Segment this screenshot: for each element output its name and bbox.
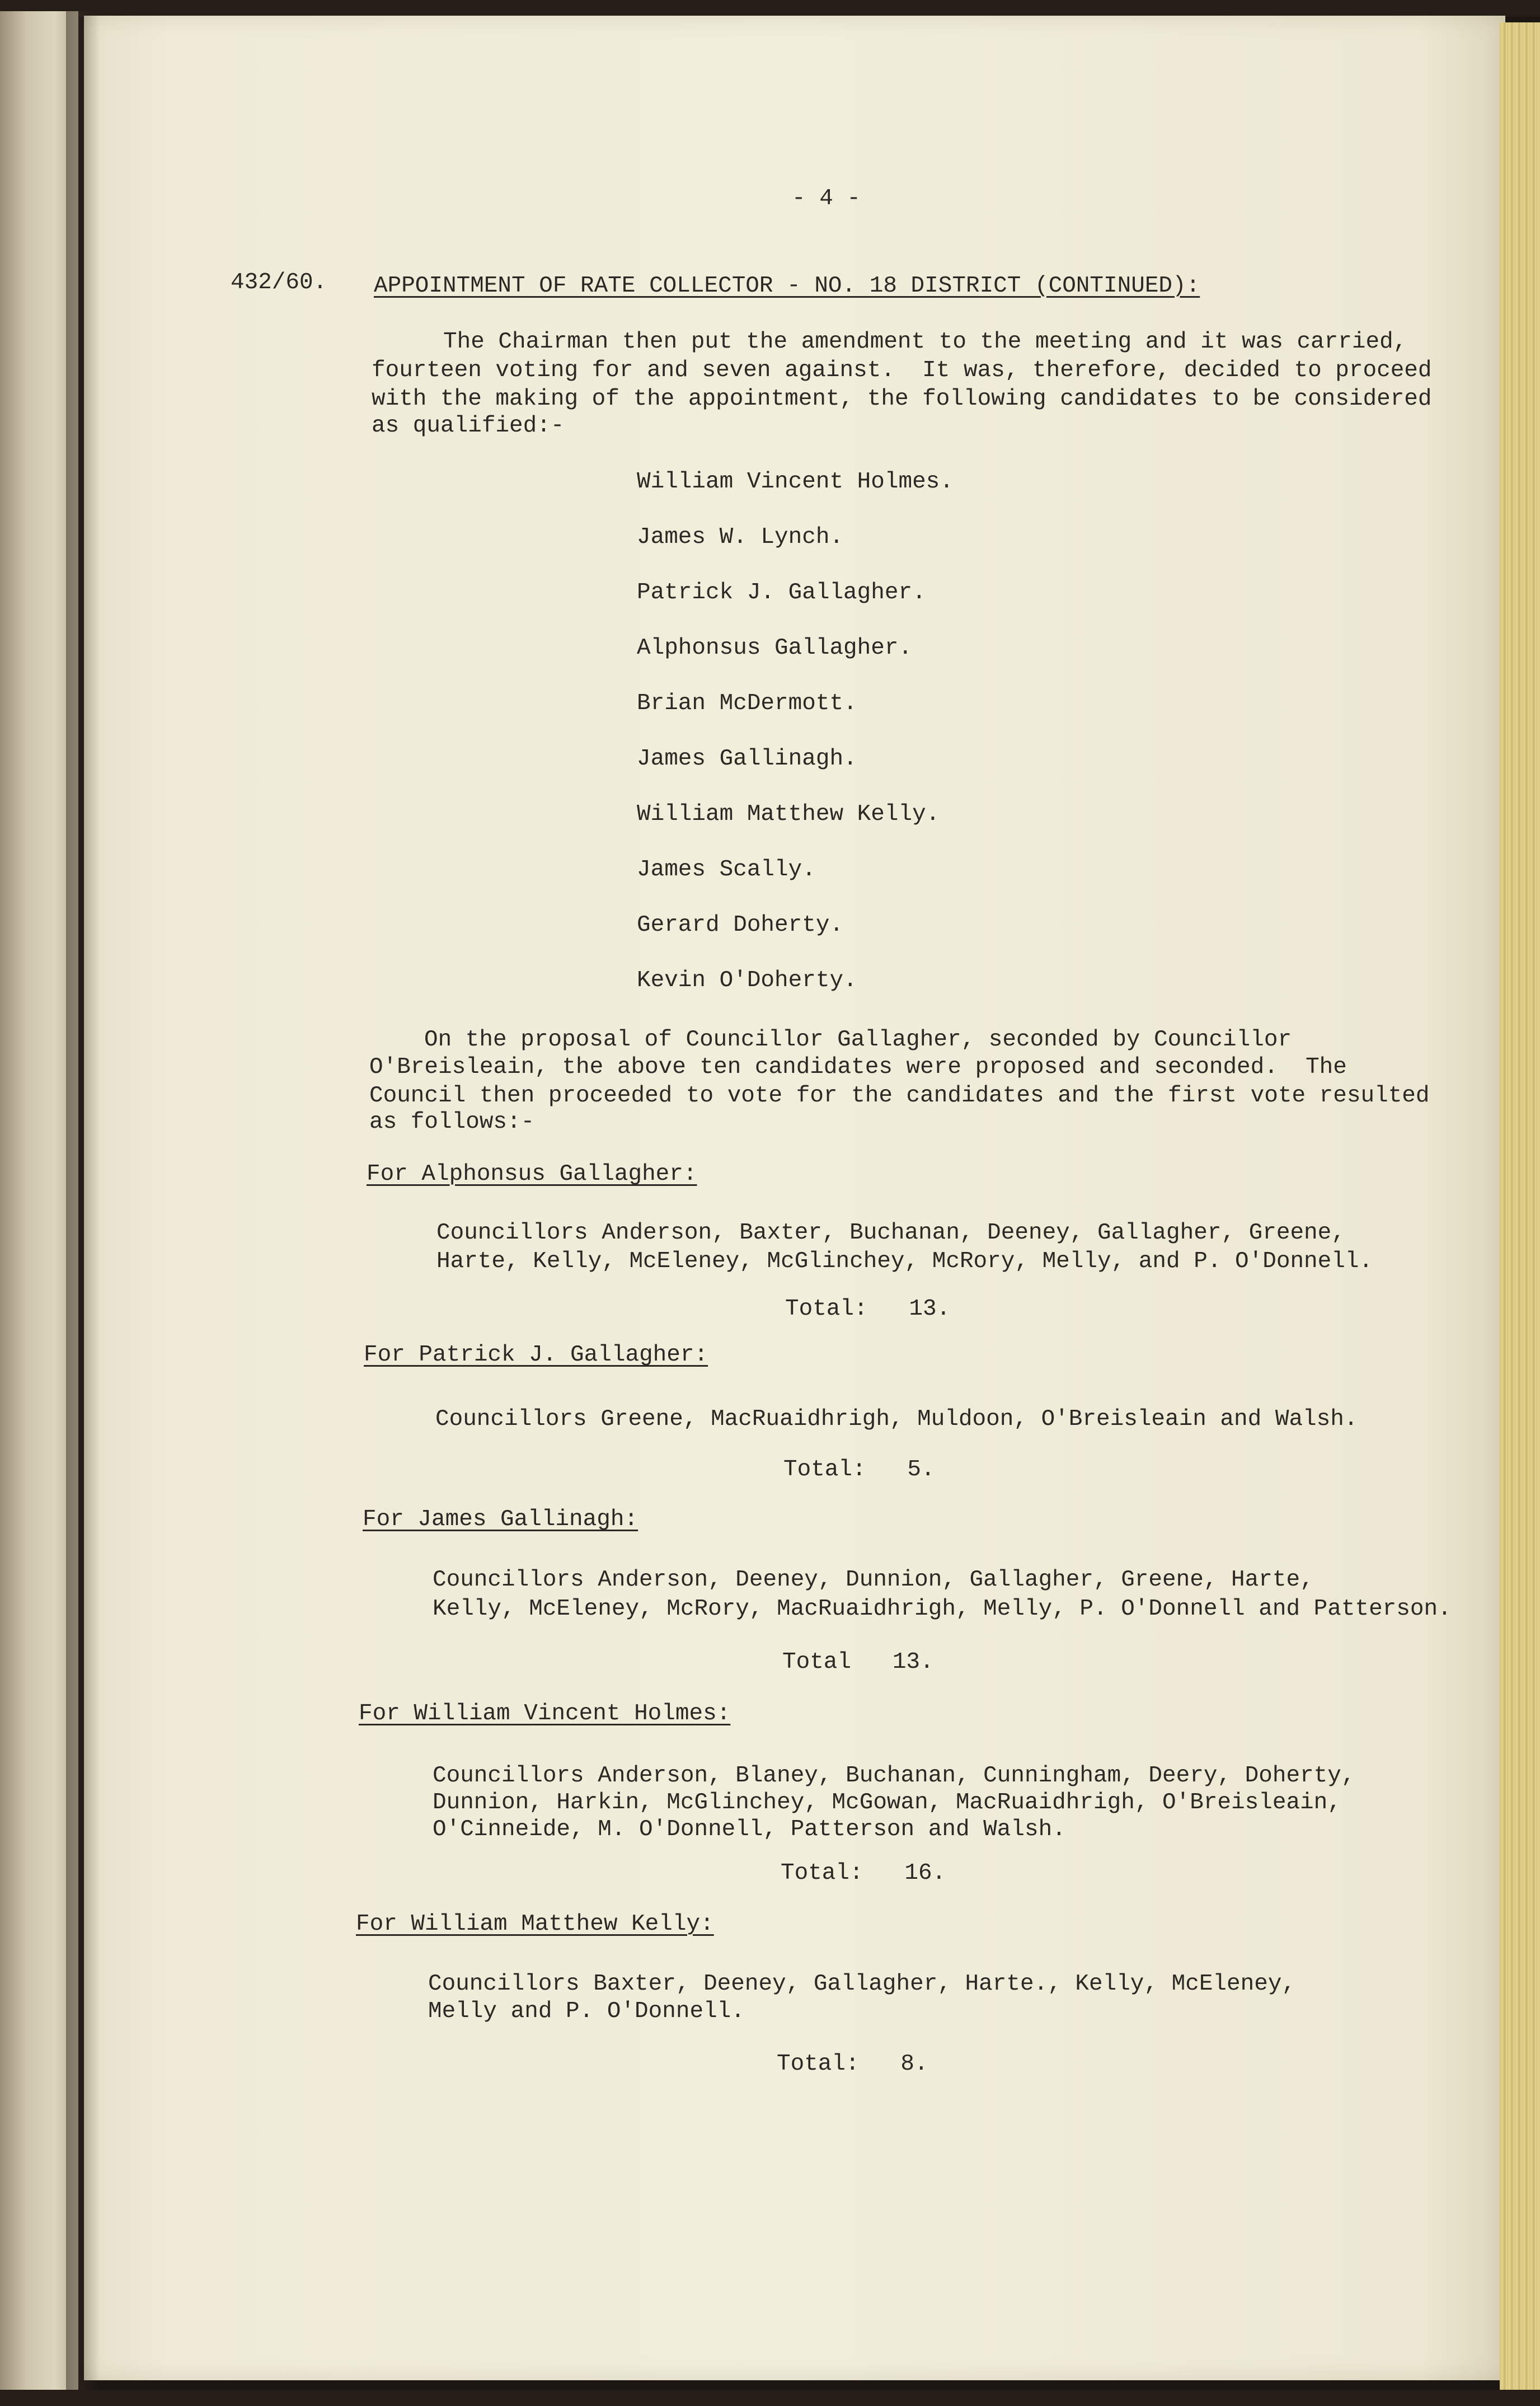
vote-heading: For Patrick J. Gallagher: — [364, 1342, 708, 1368]
vote-councillors-line: Kelly, McEleney, McRory, MacRuaidhrigh, Melly, P. O'Donnell and Patterson. — [433, 1596, 1452, 1622]
intro-line: with the making of the appointment, the following candidates to be considered — [372, 386, 1432, 412]
vote-heading: For William Matthew Kelly: — [356, 1911, 714, 1937]
intro-line: The Chairman then put the amendment to the meeting and it was carried, — [443, 329, 1407, 355]
candidate-name: James Gallinagh. — [637, 746, 857, 772]
proposal-line: O'Breisleain, the above ten candidates were proposed and seconded. The — [369, 1054, 1347, 1080]
page-stack-edge — [1500, 22, 1540, 2395]
vote-councillors-line: Councillors Anderson, Baxter, Buchanan, Deeney, Gallagher, Greene, — [436, 1220, 1345, 1246]
intro-line: as qualified:- — [372, 413, 565, 439]
page-number: - 4 - — [792, 186, 861, 212]
candidate-name: Gerard Doherty. — [637, 912, 844, 938]
candidate-name: William Matthew Kelly. — [637, 801, 940, 827]
minute-reference: 432/60. — [231, 270, 327, 296]
candidate-name: Kevin O'Doherty. — [637, 968, 857, 993]
candidate-name: Brian McDermott. — [637, 691, 857, 716]
vote-total: Total: 13. — [785, 1296, 951, 1322]
vote-heading: For William Vincent Holmes: — [359, 1701, 731, 1727]
proposal-line: Council then proceeded to vote for the candidates and the first vote resulted — [369, 1083, 1430, 1109]
candidate-name: James Scally. — [637, 857, 816, 883]
binding-gutter — [66, 11, 100, 2395]
vote-councillors-line: Dunnion, Harkin, McGlinchey, McGowan, MacRuaidhrigh, O'Breisleain, — [433, 1790, 1341, 1816]
vote-councillors-line: O'Cinneide, M. O'Donnell, Patterson and Walsh. — [433, 1817, 1066, 1842]
vote-councillors-line: Harte, Kelly, McEleney, McGlinchey, McRory, Melly, and P. O'Donnell. — [436, 1249, 1373, 1274]
vote-total: Total 13. — [782, 1649, 934, 1675]
proposal-line: as follows:- — [369, 1109, 535, 1135]
vote-heading: For James Gallinagh: — [363, 1507, 638, 1532]
vote-councillors-line: Councillors Baxter, Deeney, Gallagher, Harte., Kelly, McEleney, — [428, 1971, 1296, 1997]
vote-councillors-line: Councillors Greene, MacRuaidhrigh, Muldoon, O'Breisleain and Walsh. — [435, 1406, 1358, 1432]
vote-councillors-line: Melly and P. O'Donnell. — [428, 1999, 745, 2024]
bottom-edge — [0, 2390, 1540, 2406]
candidate-name: Patrick J. Gallagher. — [637, 580, 926, 606]
intro-line: fourteen voting for and seven against. It was, therefore, decided to proceed — [372, 358, 1432, 383]
section-heading: APPOINTMENT OF RATE COLLECTOR - NO. 18 DISTRICT (CONTINUED): — [374, 273, 1200, 299]
vote-councillors-line: Councillors Anderson, Blaney, Buchanan, Cunningham, Deery, Doherty, — [433, 1763, 1355, 1789]
top-edge — [0, 0, 1540, 17]
vote-total: Total: 16. — [781, 1860, 946, 1886]
vote-councillors-line: Councillors Anderson, Deeney, Dunnion, Gallagher, Greene, Harte, — [433, 1567, 1314, 1593]
proposal-line: On the proposal of Councillor Gallagher, seconded by Councillor — [424, 1027, 1292, 1053]
candidate-name: Alphonsus Gallagher. — [637, 635, 913, 661]
vote-total: Total: 8. — [777, 2051, 928, 2077]
candidate-name: William Vincent Holmes. — [637, 469, 954, 495]
candidate-name: James W. Lynch. — [637, 524, 844, 550]
vote-heading: For Alphonsus Gallagher: — [367, 1161, 697, 1187]
vote-total: Total: 5. — [783, 1457, 935, 1483]
